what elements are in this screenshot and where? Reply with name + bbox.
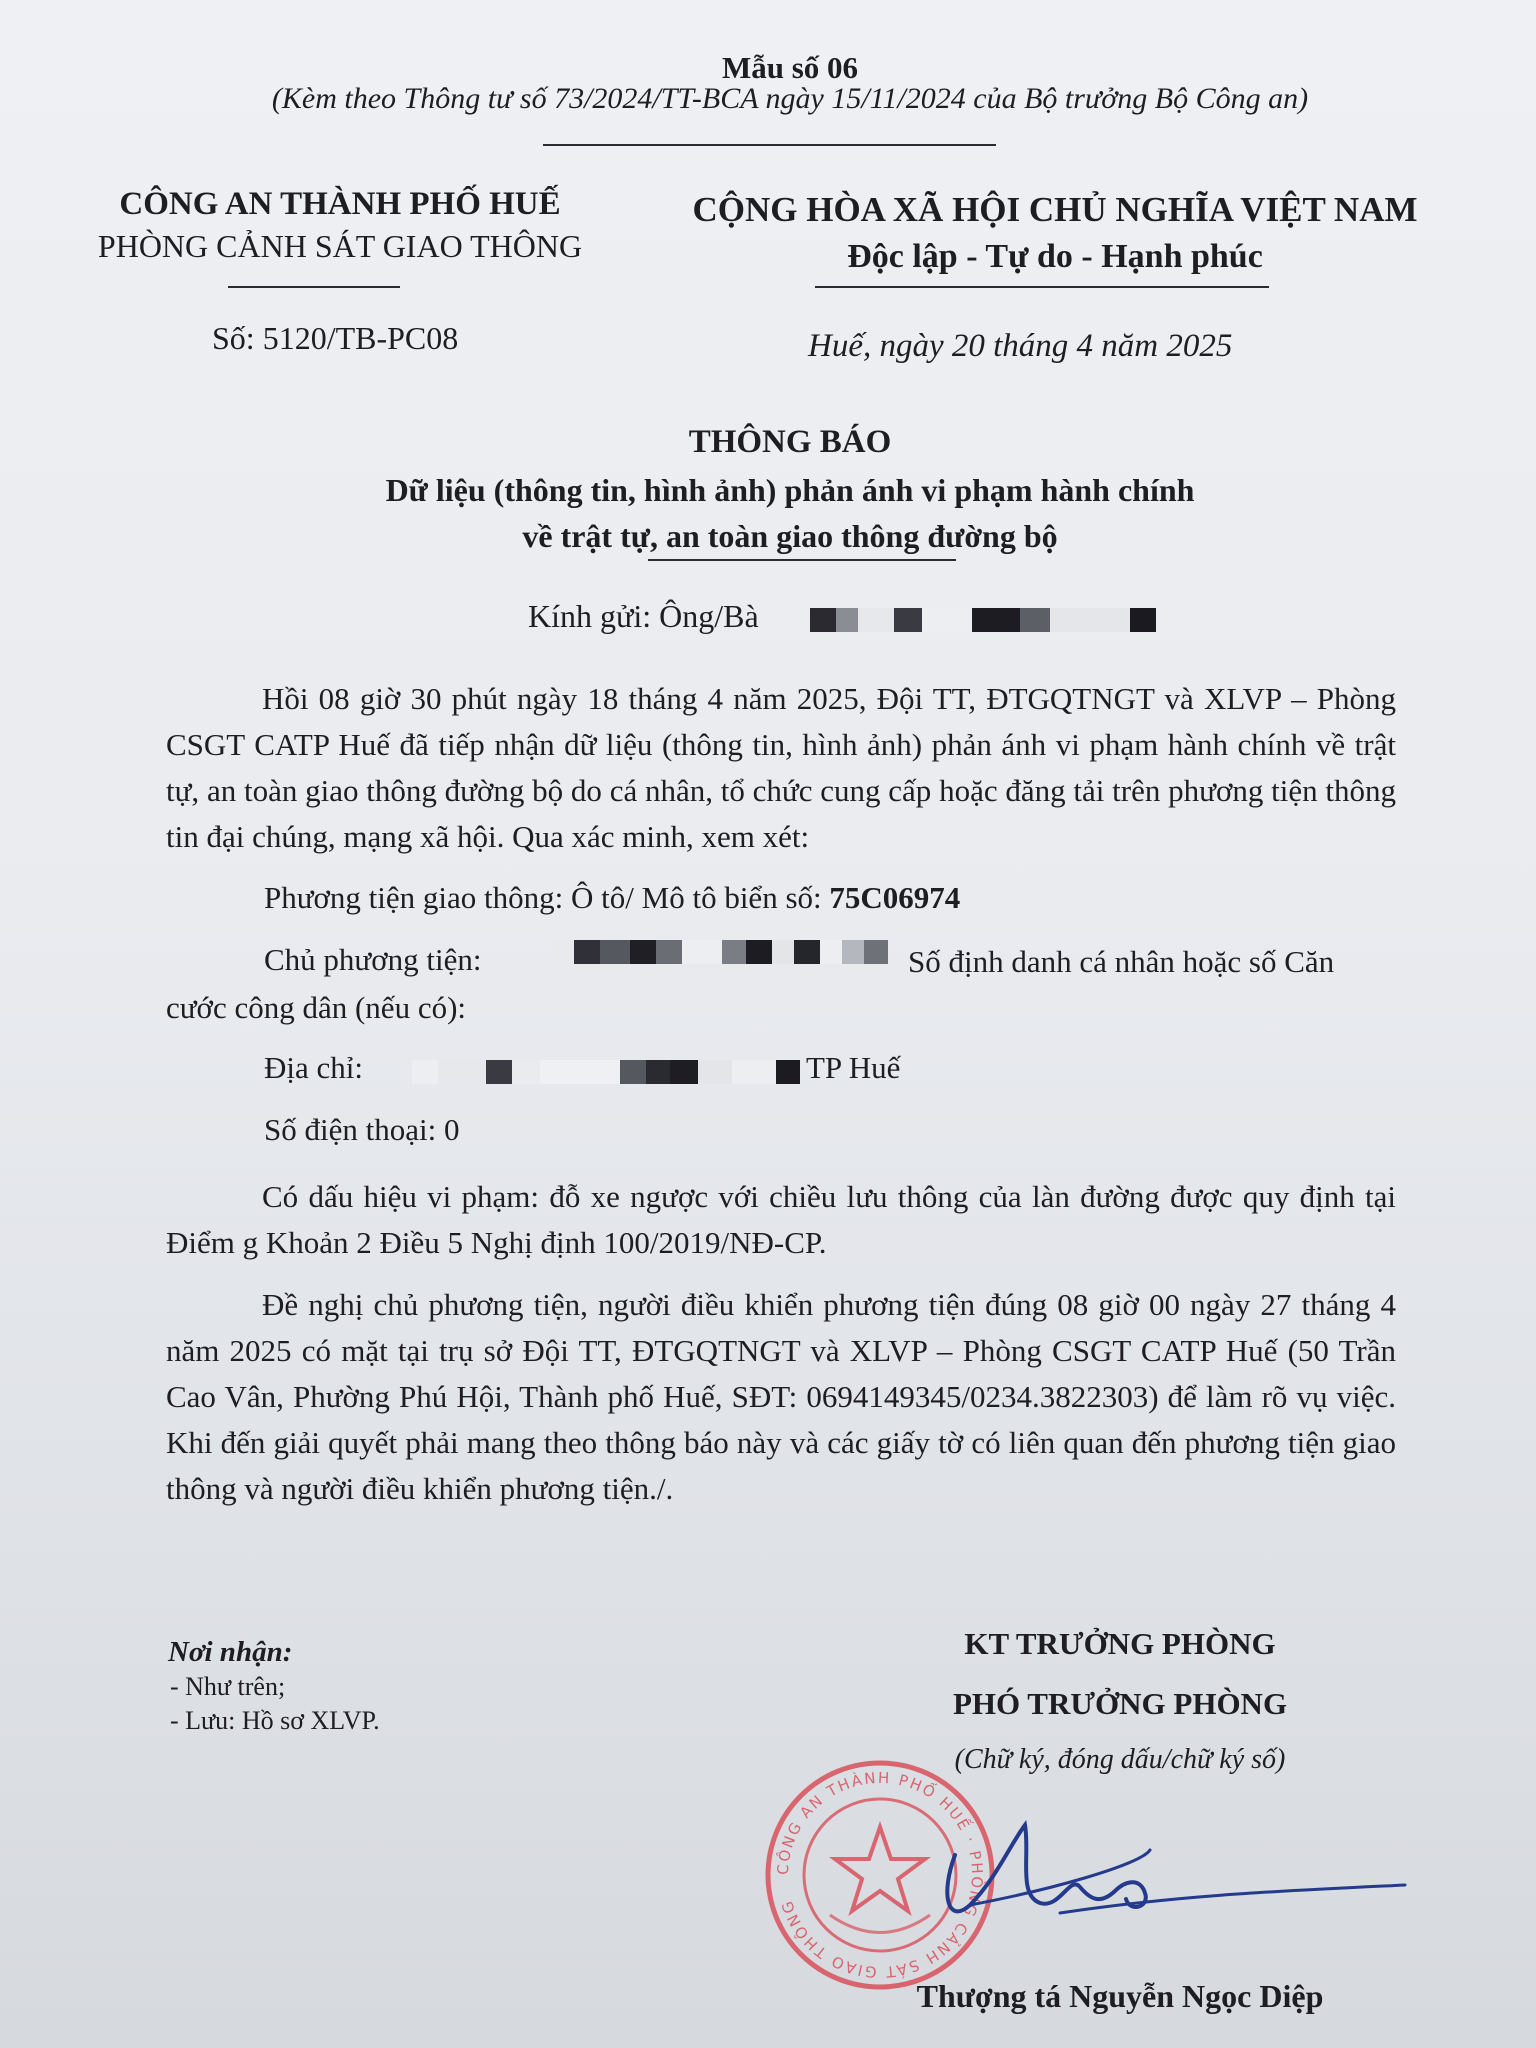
- redacted-owner-name: [552, 940, 888, 964]
- signer-name: Thượng tá Nguyễn Ngọc Diệp: [916, 1978, 1324, 2014]
- signature-title-1: KT TRƯỞNG PHÒNG: [964, 1626, 1276, 1661]
- redacted-recipient-name: [810, 608, 1156, 632]
- agency-department: PHÒNG CẢNH SÁT GIAO THÔNG: [97, 228, 583, 264]
- agency-divider: [228, 286, 400, 288]
- owner-label: Chủ phương tiện:: [264, 942, 482, 977]
- document-number: Số: 5120/TB-PC08: [212, 320, 459, 356]
- vehicle-type: Ô tô/ Mô tô biển số:: [571, 880, 822, 915]
- nation-motto: Độc lập - Tự do - Hạnh phúc: [847, 238, 1263, 275]
- address-city: TP Huế: [806, 1050, 901, 1085]
- signature-note: (Chữ ký, đóng dấu/chữ ký số): [954, 1744, 1286, 1775]
- recipients-item: - Như trên;: [170, 1672, 286, 1701]
- agency-name: CÔNG AN THÀNH PHỐ HUẾ: [119, 186, 561, 222]
- license-plate: 75C06974: [829, 880, 961, 915]
- seal-text: CÔNG AN THÀNH PHỐ HUẾ · PHÒNG CẢNH SÁT GIAO THÔNG: [773, 1768, 987, 1982]
- intro-paragraph: Hồi 08 giờ 30 phút ngày 18 tháng 4 năm 2025, Đội TT, ĐTGQTNGT và XLVP – Phòng CSGT CATP Huế đã tiếp nhận dữ liệu (thông tin, hình ảnh) phản ánh vi phạm hành chính về trật tự, an toàn giao thông đường bộ do cá nhân, tổ chức cung cấp hoặc đăng tải trên phương tiện thông tin đại chúng, mạng xã hội. Qua xác minh, xem xét:: [166, 681, 1396, 854]
- vehicle-row: [264, 880, 960, 916]
- recipient-label: Kính gửi: Ông/Bà: [528, 598, 759, 634]
- owner-id-label: Số định danh cá nhân hoặc số Căn: [908, 944, 1335, 979]
- handwritten-signature: [900, 1795, 1460, 1935]
- request-paragraph: Đề nghị chủ phương tiện, người điều khiển phương tiện đúng 08 giờ 00 ngày 27 tháng 4 năm 2025 có mặt tại trụ sở Đội TT, ĐTGQTNGT và XLVP – Phòng CSGT CATP Huế (50 Trần Cao Vân, Phường Phú Hội, Thành phố Huế, SĐT: 0694149345/0234.3822303) để làm rõ vụ việc. Khi đến giải quyết phải mang theo thông báo này và các giấy tờ có liên quan đến phương tiện giao thông và người điều khiển phương tiện./.: [166, 1287, 1396, 1506]
- recipients-title: Nơi nhận:: [168, 1636, 293, 1668]
- signature-title-2: PHÓ TRƯỞNG PHÒNG: [952, 1686, 1288, 1721]
- vehicle-label: Phương tiện giao thông:: [264, 880, 564, 915]
- nation-title: CỘNG HÒA XÃ HỘI CHỦ NGHĨA VIỆT NAM: [692, 190, 1418, 229]
- notice-subtitle-2: về trật tự, an toàn giao thông đường bộ: [522, 518, 1058, 554]
- notice-subtitle-1: Dữ liệu (thông tin, hình ảnh) phản ánh vi phạm hành chính: [385, 472, 1195, 508]
- address-label: Địa chỉ:: [264, 1050, 363, 1085]
- form-note: (Kèm theo Thông tư số 73/2024/TT-BCA ngày 15/11/2024 của Bộ trưởng Bộ Công an): [271, 82, 1309, 115]
- recipients-item: - Lưu: Hồ sơ XLVP.: [170, 1706, 380, 1735]
- title-underline: [648, 559, 956, 561]
- form-number: Mẫu số 06: [721, 50, 859, 85]
- notice-title: THÔNG BÁO: [688, 424, 892, 460]
- owner-id-label-cont: cước công dân (nếu có):: [166, 990, 467, 1025]
- phone-label: Số điện thoại: 0: [264, 1112, 460, 1147]
- violation-paragraph: Có dấu hiệu vi phạm: đỗ xe ngược với chiều lưu thông của làn đường được quy định tại Điểm g Khoản 2 Điều 5 Nghị định 100/2019/NĐ-CP.: [166, 1179, 1396, 1260]
- issue-date: Huế, ngày 20 tháng 4 năm 2025: [808, 328, 1233, 364]
- motto-underline: [815, 286, 1269, 288]
- header-divider: [543, 144, 996, 146]
- redacted-address: [412, 1060, 800, 1084]
